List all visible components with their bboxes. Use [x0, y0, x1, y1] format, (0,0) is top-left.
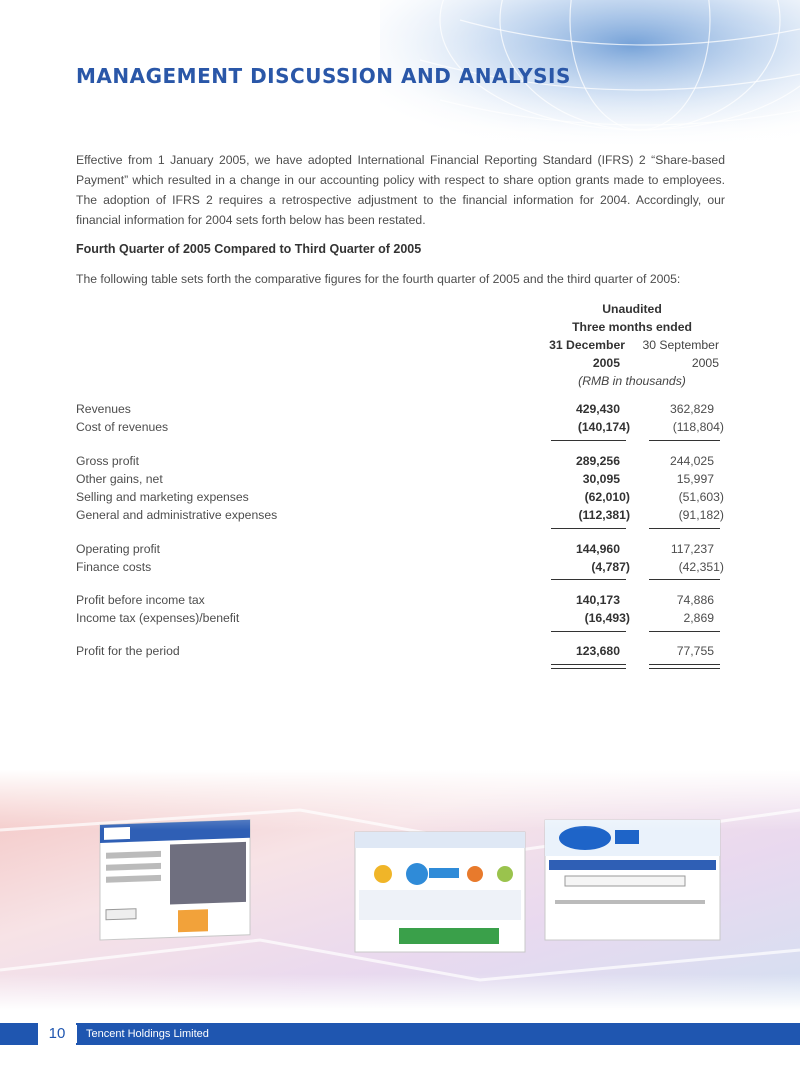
row-label: General and administrative expenses: [76, 508, 278, 522]
row-value-q3: 15,997: [676, 472, 714, 486]
subtotal-rule-q4: [551, 440, 626, 441]
row-value-q3: (118,804): [672, 420, 724, 434]
table-lead-paragraph: The following table sets forth the comparative figures for the fourth quarter of 2005 and the third quarter of 2005:: [76, 272, 681, 286]
header-q3-date: 30 September: [642, 338, 719, 352]
header-q4-year: 2005: [592, 356, 620, 370]
row-value-q3: (91,182): [678, 508, 724, 522]
row-label: Operating profit: [76, 542, 161, 556]
page-heading: MANAGEMENT DISCUSSION AND ANALYSIS: [76, 64, 571, 88]
web-portal-collage-image: [0, 770, 800, 1010]
row-value-q4: (140,174): [577, 420, 630, 434]
section-subheading: Fourth Quarter of 2005 Compared to Third Quarter of 2005: [76, 242, 422, 256]
row-value-q4: 144,960: [575, 542, 620, 556]
header-q4-date: 31 December: [549, 338, 625, 352]
row-label: Profit before income tax: [76, 593, 205, 607]
row-label: Cost of revenues: [76, 420, 169, 434]
subtotal-rule-q4: [551, 579, 626, 580]
row-value-q3: (42,351): [678, 560, 724, 574]
row-label: Gross profit: [76, 454, 139, 468]
total-double-rule-q3: [649, 664, 720, 669]
subtotal-rule-q4: [551, 528, 626, 529]
header-q3-year: 2005: [691, 356, 719, 370]
row-value-q4: (16,493): [584, 611, 630, 625]
row-value-q3: 117,237: [670, 542, 714, 556]
row-label: Income tax (expenses)/benefit: [76, 611, 240, 625]
header-period: Three months ended: [572, 320, 692, 334]
row-value-q3: 244,025: [669, 454, 714, 468]
row-label: Selling and marketing expenses: [76, 490, 249, 504]
total-double-rule-q4: [551, 664, 626, 669]
row-value-q4: 429,430: [575, 402, 620, 416]
subtotal-rule-q3: [649, 440, 720, 441]
row-label: Finance costs: [76, 560, 152, 574]
row-value-q3: 2,869: [683, 611, 714, 625]
subtotal-rule-q3: [649, 631, 720, 632]
row-value-q3: 362,829: [669, 402, 714, 416]
row-value-q4: 140,173: [575, 593, 620, 607]
subtotal-rule-q3: [649, 579, 720, 580]
header-unaudited: Unaudited: [602, 302, 662, 316]
row-value-q4: 289,256: [575, 454, 620, 468]
subtotal-rule-q3: [649, 528, 720, 529]
row-value-q4: 123,680: [575, 644, 620, 658]
header-units: (RMB in thousands): [578, 374, 686, 388]
row-value-q4: (4,787): [591, 560, 630, 574]
subtotal-rule-q4: [551, 631, 626, 632]
footer-divider: [76, 1025, 77, 1043]
row-label: Revenues: [76, 402, 131, 416]
row-value-q3: 77,755: [676, 644, 714, 658]
row-value-q4: (62,010): [584, 490, 630, 504]
footer-company-name: Tencent Holdings Limited: [86, 1028, 209, 1040]
row-label: Profit for the period: [76, 644, 180, 658]
row-value-q4: (112,381): [578, 508, 630, 522]
intro-paragraph: Effective from 1 January 2005, we have adopted International Financial Reporting Standard (IFRS) 2 “Share-based Payment” which resulted in a change in our accounting policy with respect to share option grants made to employees. The adoption of IFRS 2 requires a retrospective adjustment to the financial information for 2004. Accordingly, our financial information for 2004 sets forth below has been restated.: [76, 153, 725, 227]
row-value-q4: 30,095: [582, 472, 620, 486]
row-label: Other gains, net: [76, 472, 163, 486]
row-value-q3: 74,886: [676, 593, 714, 607]
row-value-q3: (51,603): [678, 490, 724, 504]
page-number: 10: [38, 1023, 76, 1045]
